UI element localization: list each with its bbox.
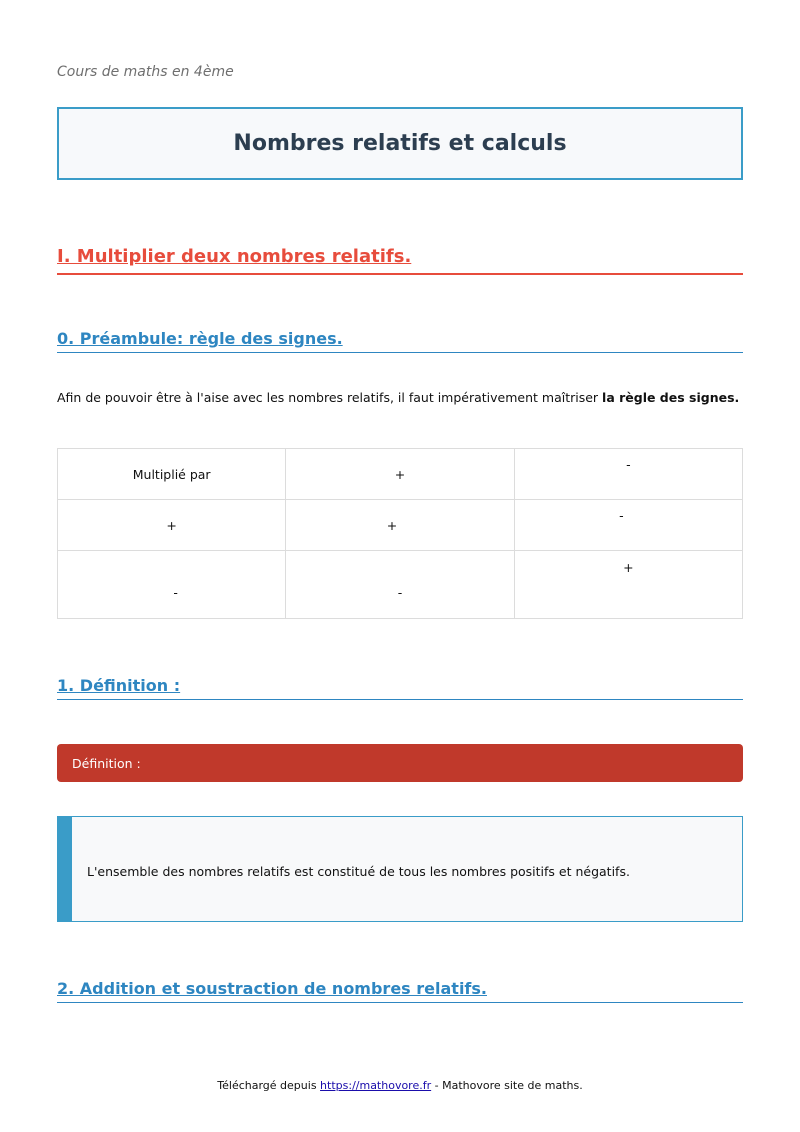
- table-cell: [514, 551, 742, 619]
- footer-prefix: Téléchargé depuis: [217, 1079, 321, 1092]
- title-box: [57, 107, 743, 180]
- table-row: [58, 500, 743, 551]
- table-row: [58, 551, 743, 619]
- table-cell: Multiplié par: [58, 449, 286, 500]
- subsection-heading-2: 2. Addition et soustraction de nombres relatifs.: [57, 979, 743, 1003]
- table-cell-text: -: [173, 585, 178, 600]
- table-cell: [514, 449, 742, 500]
- table-cell: [286, 449, 514, 500]
- page-title: Nombres relatifs et calculs: [233, 131, 567, 156]
- table-cell: [286, 551, 514, 619]
- definition-bar-label: Définition :: [72, 755, 141, 771]
- definition-bar: [57, 744, 743, 782]
- table-cell-text: +: [386, 517, 398, 533]
- subsection-heading-1: 1. Définition :: [57, 676, 743, 700]
- table-cell-text: -: [397, 585, 403, 600]
- table-cell: [58, 551, 286, 619]
- footer: [0, 1079, 800, 1092]
- footer-suffix: - Mathovore site de maths.: [431, 1079, 583, 1092]
- table-cell: [514, 500, 742, 551]
- preamble-paragraph: [57, 386, 743, 409]
- definition-text: L'ensemble des nombres relatifs est constitué de tous les nombres positifs et négatifs.: [87, 864, 630, 879]
- table-cell-text: -: [619, 508, 624, 523]
- definition-box: [57, 816, 743, 922]
- subsection-heading-0: 0. Préambule: règle des signes.: [57, 329, 743, 353]
- table-cell-text: +: [623, 560, 634, 575]
- preamble-bold: la règle des signes.: [602, 390, 740, 405]
- sign-rule-table: [57, 448, 743, 619]
- preamble-text: Afin de pouvoir être à l'aise avec les nombres relatifs, il faut impérativement maîtriser: [57, 390, 603, 405]
- table-cell-text: +: [394, 466, 406, 482]
- course-label: Cours de maths en 4ème: [57, 64, 234, 80]
- table-cell: [286, 500, 514, 551]
- table-cell-text: -: [626, 457, 631, 472]
- footer-link[interactable]: https://mathovore.fr: [320, 1079, 432, 1092]
- section-heading-1: I. Multiplier deux nombres relatifs.: [57, 246, 743, 275]
- table-row: [58, 449, 743, 500]
- table-cell: +: [58, 500, 286, 551]
